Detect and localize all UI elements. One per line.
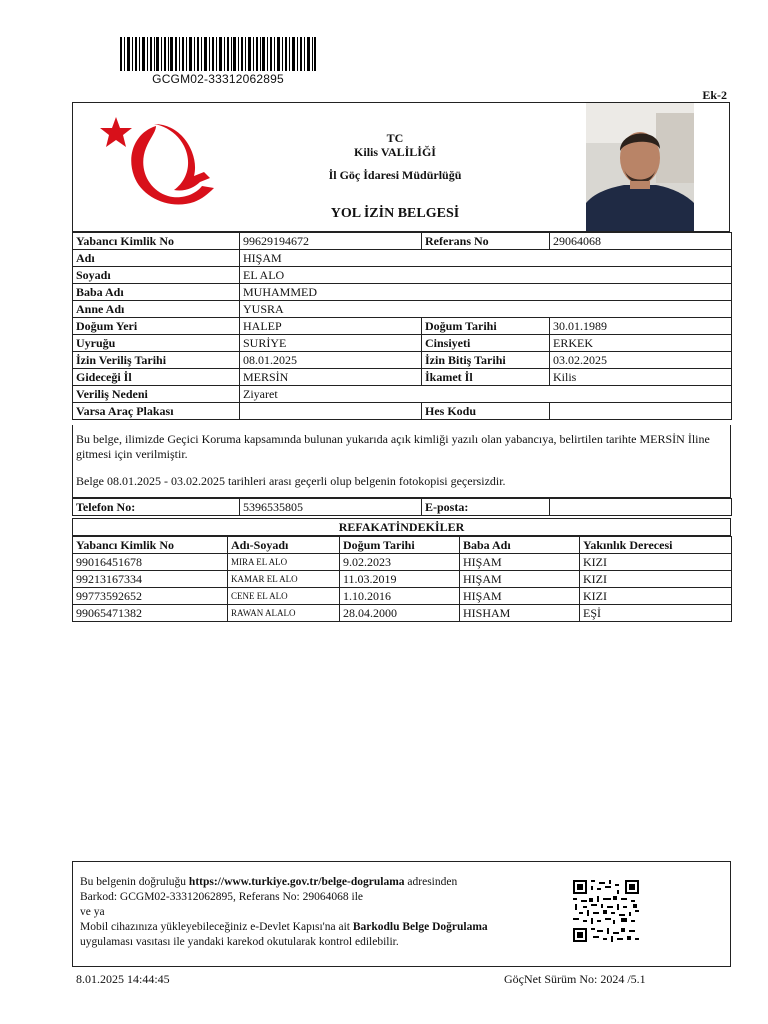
reference-value: 29064068 [550,233,732,250]
surname-label: Soyadı [73,267,240,284]
cell-foreign-id: 99065471382 [73,605,228,622]
cell-father: HISHAM [460,605,580,622]
cell-relation: EŞİ [580,605,732,622]
table-header-row [73,537,732,554]
col-header-relation: Yakınlık Derecesi [580,537,732,554]
verification-line-2: Barkod: GCGM02-33312062895, Referans No: 29064068 ile [80,891,363,903]
verification-line-3: ve ya [80,906,105,918]
reason-value: Ziyaret [240,386,732,403]
foreign-id-label: Yabancı Kimlik No [73,233,240,250]
issue-date-value: 08.01.2025 [240,352,422,369]
birthdate-value: 30.01.1989 [550,318,732,335]
name-label: Adı [73,250,240,267]
hes-code-label: Hes Kodu [422,403,550,420]
table-row [73,352,732,369]
col-header-father: Baba Adı [460,537,580,554]
crescent-star-bird-logo [96,114,220,218]
table-row [73,605,732,622]
surname-value: EL ALO [240,267,732,284]
name-value: HIŞAM [240,250,732,267]
vehicle-plate-value [240,403,422,420]
validity-text: Belge 08.01.2025 - 03.02.2025 tarihleri arası geçerli olup belgenin fotokopisi geçersizdir. [76,474,506,488]
cell-birthdate: 1.10.2016 [340,588,460,605]
verification-prefix: Bu belgenin doğruluğu [80,876,189,888]
mother-name-label: Anne Adı [73,301,240,318]
col-header-name: Adı-Soyadı [228,537,340,554]
companions-table [72,536,732,622]
table-row [73,233,732,250]
residence-label: İkamet İl [422,369,550,386]
qr-code-image [573,880,639,942]
issue-date-label: İzin Veriliş Tarihi [73,352,240,369]
cell-foreign-id: 99213167334 [73,571,228,588]
annex-label: Ek-2 [702,88,727,102]
nationality-value: SURİYE [240,335,422,352]
destination-value: MERSİN [240,369,422,386]
email-label: E-posta: [422,499,550,516]
mobile-prefix: Mobil cihazınıza yükleyebileceğiniz e-Devlet Kapısı'na ait [80,921,353,933]
cell-name: KAMAR EL ALO [228,571,340,588]
barcode-number: GCGM02-33312062895 [152,72,284,86]
cell-name: MIRA EL ALO [228,554,340,571]
foreign-id-value: 99629194672 [240,233,422,250]
person-info-table [72,232,732,420]
cell-name: CENE EL ALO [228,588,340,605]
print-timestamp: 8.01.2025 14:44:45 [76,972,170,986]
destination-label: Gideceği İl [73,369,240,386]
cell-birthdate: 9.02.2023 [340,554,460,571]
reference-label: Referans No [422,233,550,250]
verification-url-link[interactable]: https://www.turkiye.gov.tr/belge-dogrulama [188,876,405,888]
table-row [73,571,732,588]
table-row [73,267,732,284]
notice-text: Bu belge, ilimizde Geçici Koruma kapsamında bulunan yukarıda açık kimliği yazılı olan yabancıya, belirtilen tarihte MERSİN İline gitmesi için verilmiştir. [76,432,710,461]
verification-line-4 [80,920,560,935]
residence-value: Kilis [550,369,732,386]
verification-line-1 [80,875,560,890]
birthdate-label: Doğum Tarihi [422,318,550,335]
table-row [73,335,732,352]
table-row [73,588,732,605]
nationality-label: Uyruğu [73,335,240,352]
header-idare: İl Göç İdaresi Müdürlüğü [328,168,462,182]
gender-label: Cinsiyeti [422,335,550,352]
cell-father: HIŞAM [460,571,580,588]
cell-foreign-id: 99016451678 [73,554,228,571]
phone-value: 5396535805 [240,499,422,516]
mother-name-value: YUSRA [240,301,732,318]
verification-suffix: adresinden [404,876,458,888]
table-row [73,554,732,571]
cell-relation: KIZI [580,588,732,605]
table-row [73,499,732,516]
father-name-value: MUHAMMED [240,284,732,301]
cell-birthdate: 28.04.2000 [340,605,460,622]
hes-code-value [550,403,732,420]
cell-name: RAWAN ALALO [228,605,340,622]
header-valilik: Kilis VALİLİĞİ [354,145,436,159]
cell-relation: KIZI [580,554,732,571]
table-row [73,318,732,335]
cell-father: HIŞAM [460,588,580,605]
verification-line-5: uygulaması vasıtası ile yandaki karekod okutularak kontrol edilebilir. [80,936,399,948]
cell-birthdate: 11.03.2019 [340,571,460,588]
table-row [73,250,732,267]
col-header-birthdate: Doğum Tarihi [340,537,460,554]
software-version: GöçNet Sürüm No: 2024 /5.1 [504,972,646,986]
table-row [73,386,732,403]
barcode-image [120,37,316,71]
vehicle-plate-label: Varsa Araç Plakası [73,403,240,420]
father-name-label: Baba Adı [73,284,240,301]
cell-foreign-id: 99773592652 [73,588,228,605]
header-tc: TC [386,131,404,145]
phone-label: Telefon No: [73,499,240,516]
expiry-date-value: 03.02.2025 [550,352,732,369]
reason-label: Veriliş Nedeni [73,386,240,403]
document-title: YOL İZİN BELGESİ [330,206,460,221]
birthplace-label: Doğum Yeri [73,318,240,335]
verification-text [80,875,560,950]
cell-father: HIŞAM [460,554,580,571]
table-row [73,301,732,318]
companions-title: REFAKATİNDEKİLER [72,518,731,536]
table-row [73,284,732,301]
cell-relation: KIZI [580,571,732,588]
portrait-photo [586,103,694,231]
expiry-date-label: İzin Bitiş Tarihi [422,352,550,369]
contact-table [72,498,732,516]
table-row [73,369,732,386]
col-header-foreign-id: Yabancı Kimlik No [73,537,228,554]
mobile-app-name: Barkodlu Belge Doğrulama [352,921,488,933]
email-value [550,499,732,516]
birthplace-value: HALEP [240,318,422,335]
table-row [73,403,732,420]
gender-value: ERKEK [550,335,732,352]
